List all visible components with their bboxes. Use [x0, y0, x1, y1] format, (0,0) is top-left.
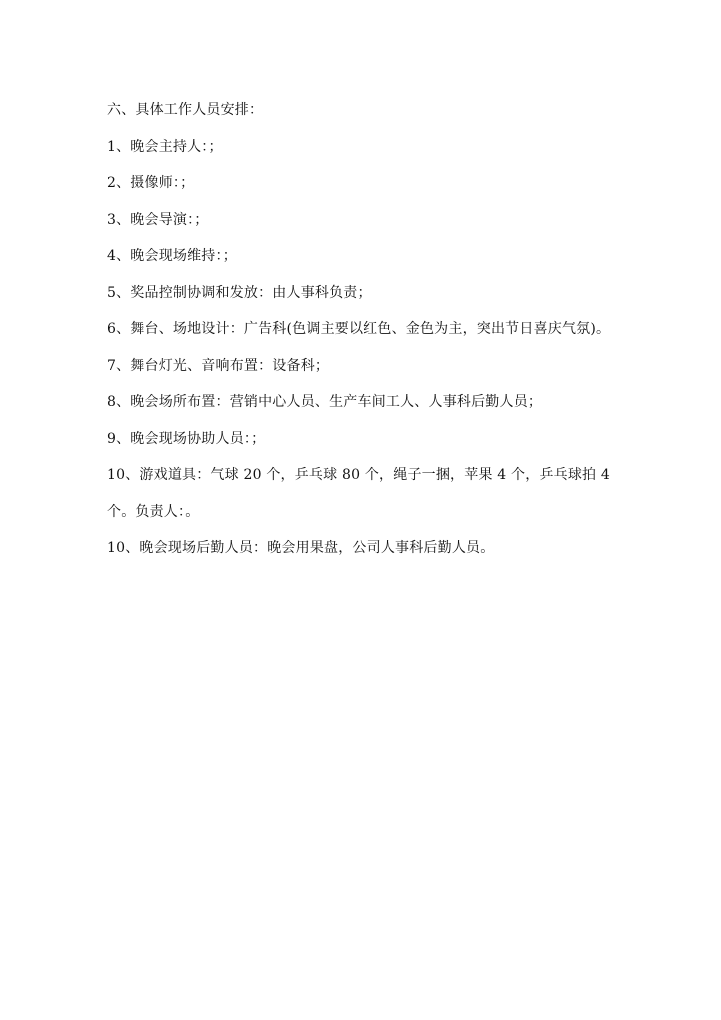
list-item: 6、舞台、场地设计：广告科(色调主要以红色、金色为主，突出节日喜庆气氛)。 [107, 321, 611, 337]
list-item: 2、摄像师：； [107, 175, 195, 191]
document-content [107, 92, 617, 567]
list-item: 5、奖品控制协调和发放：由人事科负责； [107, 284, 372, 301]
list-item: 9、晚会现场协助人员：； [107, 430, 266, 447]
list-item: 8、晚会场所布置：营销中心人员、生产车间工人、人事科后勤人员； [107, 394, 543, 410]
list-item: 1、晚会主持人：； [107, 138, 223, 155]
list-item-continuation: 个。负责人：。 [107, 503, 200, 520]
list-item: 10、晚会现场后勤人员：晚会用果盘，公司人事科后勤人员。 [107, 540, 495, 556]
list-item: 4、晚会现场维持：； [107, 248, 237, 264]
list-item: 10、游戏道具：气球 20 个，乒乓球 80 个，绳子一捆，苹果 4 个，乒乓球拍 4 [107, 467, 611, 483]
section-heading: 六、具体工作人员安排： [107, 102, 264, 118]
list-item: 3、晚会导演：； [107, 211, 209, 228]
list-item: 7、舞台灯光、音响布置：设备科； [107, 357, 330, 374]
